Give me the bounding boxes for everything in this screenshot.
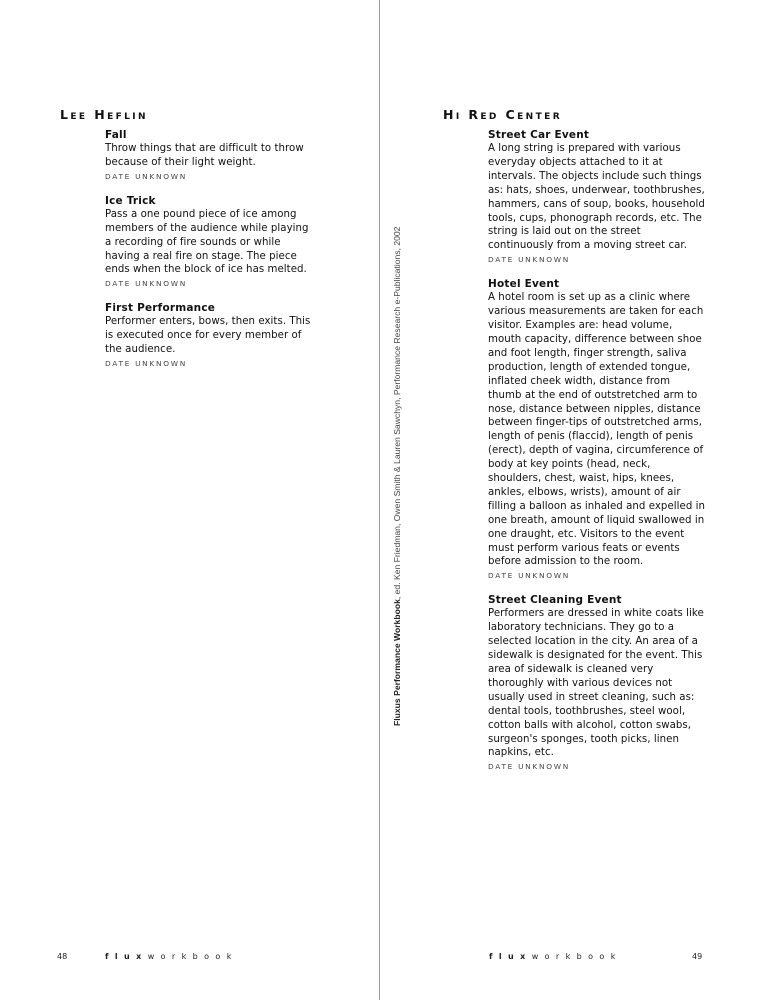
piece-text: A long string is prepared with various everyday objects attached to it at intervals. The objects include such things as: hats, shoes, underwear, toothbrushes, hammers, cans of soup, books, household tools, cups, phonograph records, etc. The string is laid out on the street continuously from a moving street car. [488,143,705,252]
piece-title: Hotel Event [488,278,560,291]
spine-credit [392,227,402,726]
piece-hotel-event [488,277,733,582]
piece-title: Fall [105,129,127,141]
piece-text: Performers are dressed in white coats like laboratory technicians. They go to a selected location in the city. An area of a sidewalk is designated for the event. This area of sidewalk is cleaned very thoroughly with various devices not usually used in street cleaning, such as: dental tools, toothbrushes, steel wool, cotton balls with alcohol, cotton swabs, surgeon's sponges, tooth picks, linen napkins, etc. [488,608,704,759]
works-list [105,128,330,370]
piece-date: DATE UNKNOWN [105,171,187,181]
works-list [488,128,733,773]
piece-ice-trick [105,194,330,291]
left-page-number: 48 [57,952,68,961]
brand-bold: flux [105,952,148,961]
piece-title: Ice Trick [105,194,156,207]
spine-title: Fluxus Performance Workbook [392,599,402,726]
piece-date: DATE UNKNOWN [105,359,187,369]
piece-title: Street Car Event [488,129,590,141]
piece-date: DATE UNKNOWN [488,255,570,265]
left-running-footer [105,952,238,961]
brand-rest: workbook [147,952,238,961]
piece-text: Throw things that are difficult to throw because of their light weight. [105,143,304,168]
piece-street-cleaning-event [488,593,733,773]
left-page-column [60,107,330,381]
brand-bold: flux [489,952,532,961]
piece-date: DATE UNKNOWN [488,571,570,581]
brand-rest: workbook [531,952,622,961]
piece-first-performance [105,301,330,370]
piece-street-car-event [488,128,733,266]
piece-title: First Performance [105,302,216,315]
page-gutter-divider [379,0,380,1000]
right-page-column [443,107,733,784]
piece-text: A hotel room is set up as a clinic where various measurements are taken for each visitor. Examples are: head volume, mouth capacity, difference between shoe and foot length, finger strength, saliva production, length of extended tongue, inflated cheek width, distance from thumb at the end of outstretched arm to nose, distance between nipples, distance between finger-tips of outstretched arms, length of penis (flaccid), length of penis (erect), depth of vagina, circumference of body at key points (head, neck, shoulders, chest, waist, hips, knees, ankles, elbows, wrists), amount of air filling a balloon as inhaled and expelled in one breath, amount of liquid swallowed in one draught, etc. Visitors to the event must perform various feats or events before admission to the room. [488,292,706,568]
piece-date: DATE UNKNOWN [105,279,187,289]
piece-text: Pass a one pound piece of ice among members of the audience while playing a recording of fire sounds or while having a real fire on stage. The piece ends when the block of ice has melted. [105,208,309,276]
right-page-number: 49 [692,952,703,961]
spine-credit-text: , ed. Ken Friedman, Owen Smith & Lauren Sawchyn, Performance Research e-Publications, 2002 [392,226,402,600]
piece-fall [105,128,330,183]
piece-title: Street Cleaning Event [488,594,622,607]
artist-name: Lee Heflin [60,107,148,122]
piece-text: Performer enters, bows, then exits. This is executed once for every member of the audience. [105,316,311,356]
artist-name: Hi Red Center [443,107,563,122]
piece-date: DATE UNKNOWN [488,762,570,772]
right-running-footer [489,952,622,961]
